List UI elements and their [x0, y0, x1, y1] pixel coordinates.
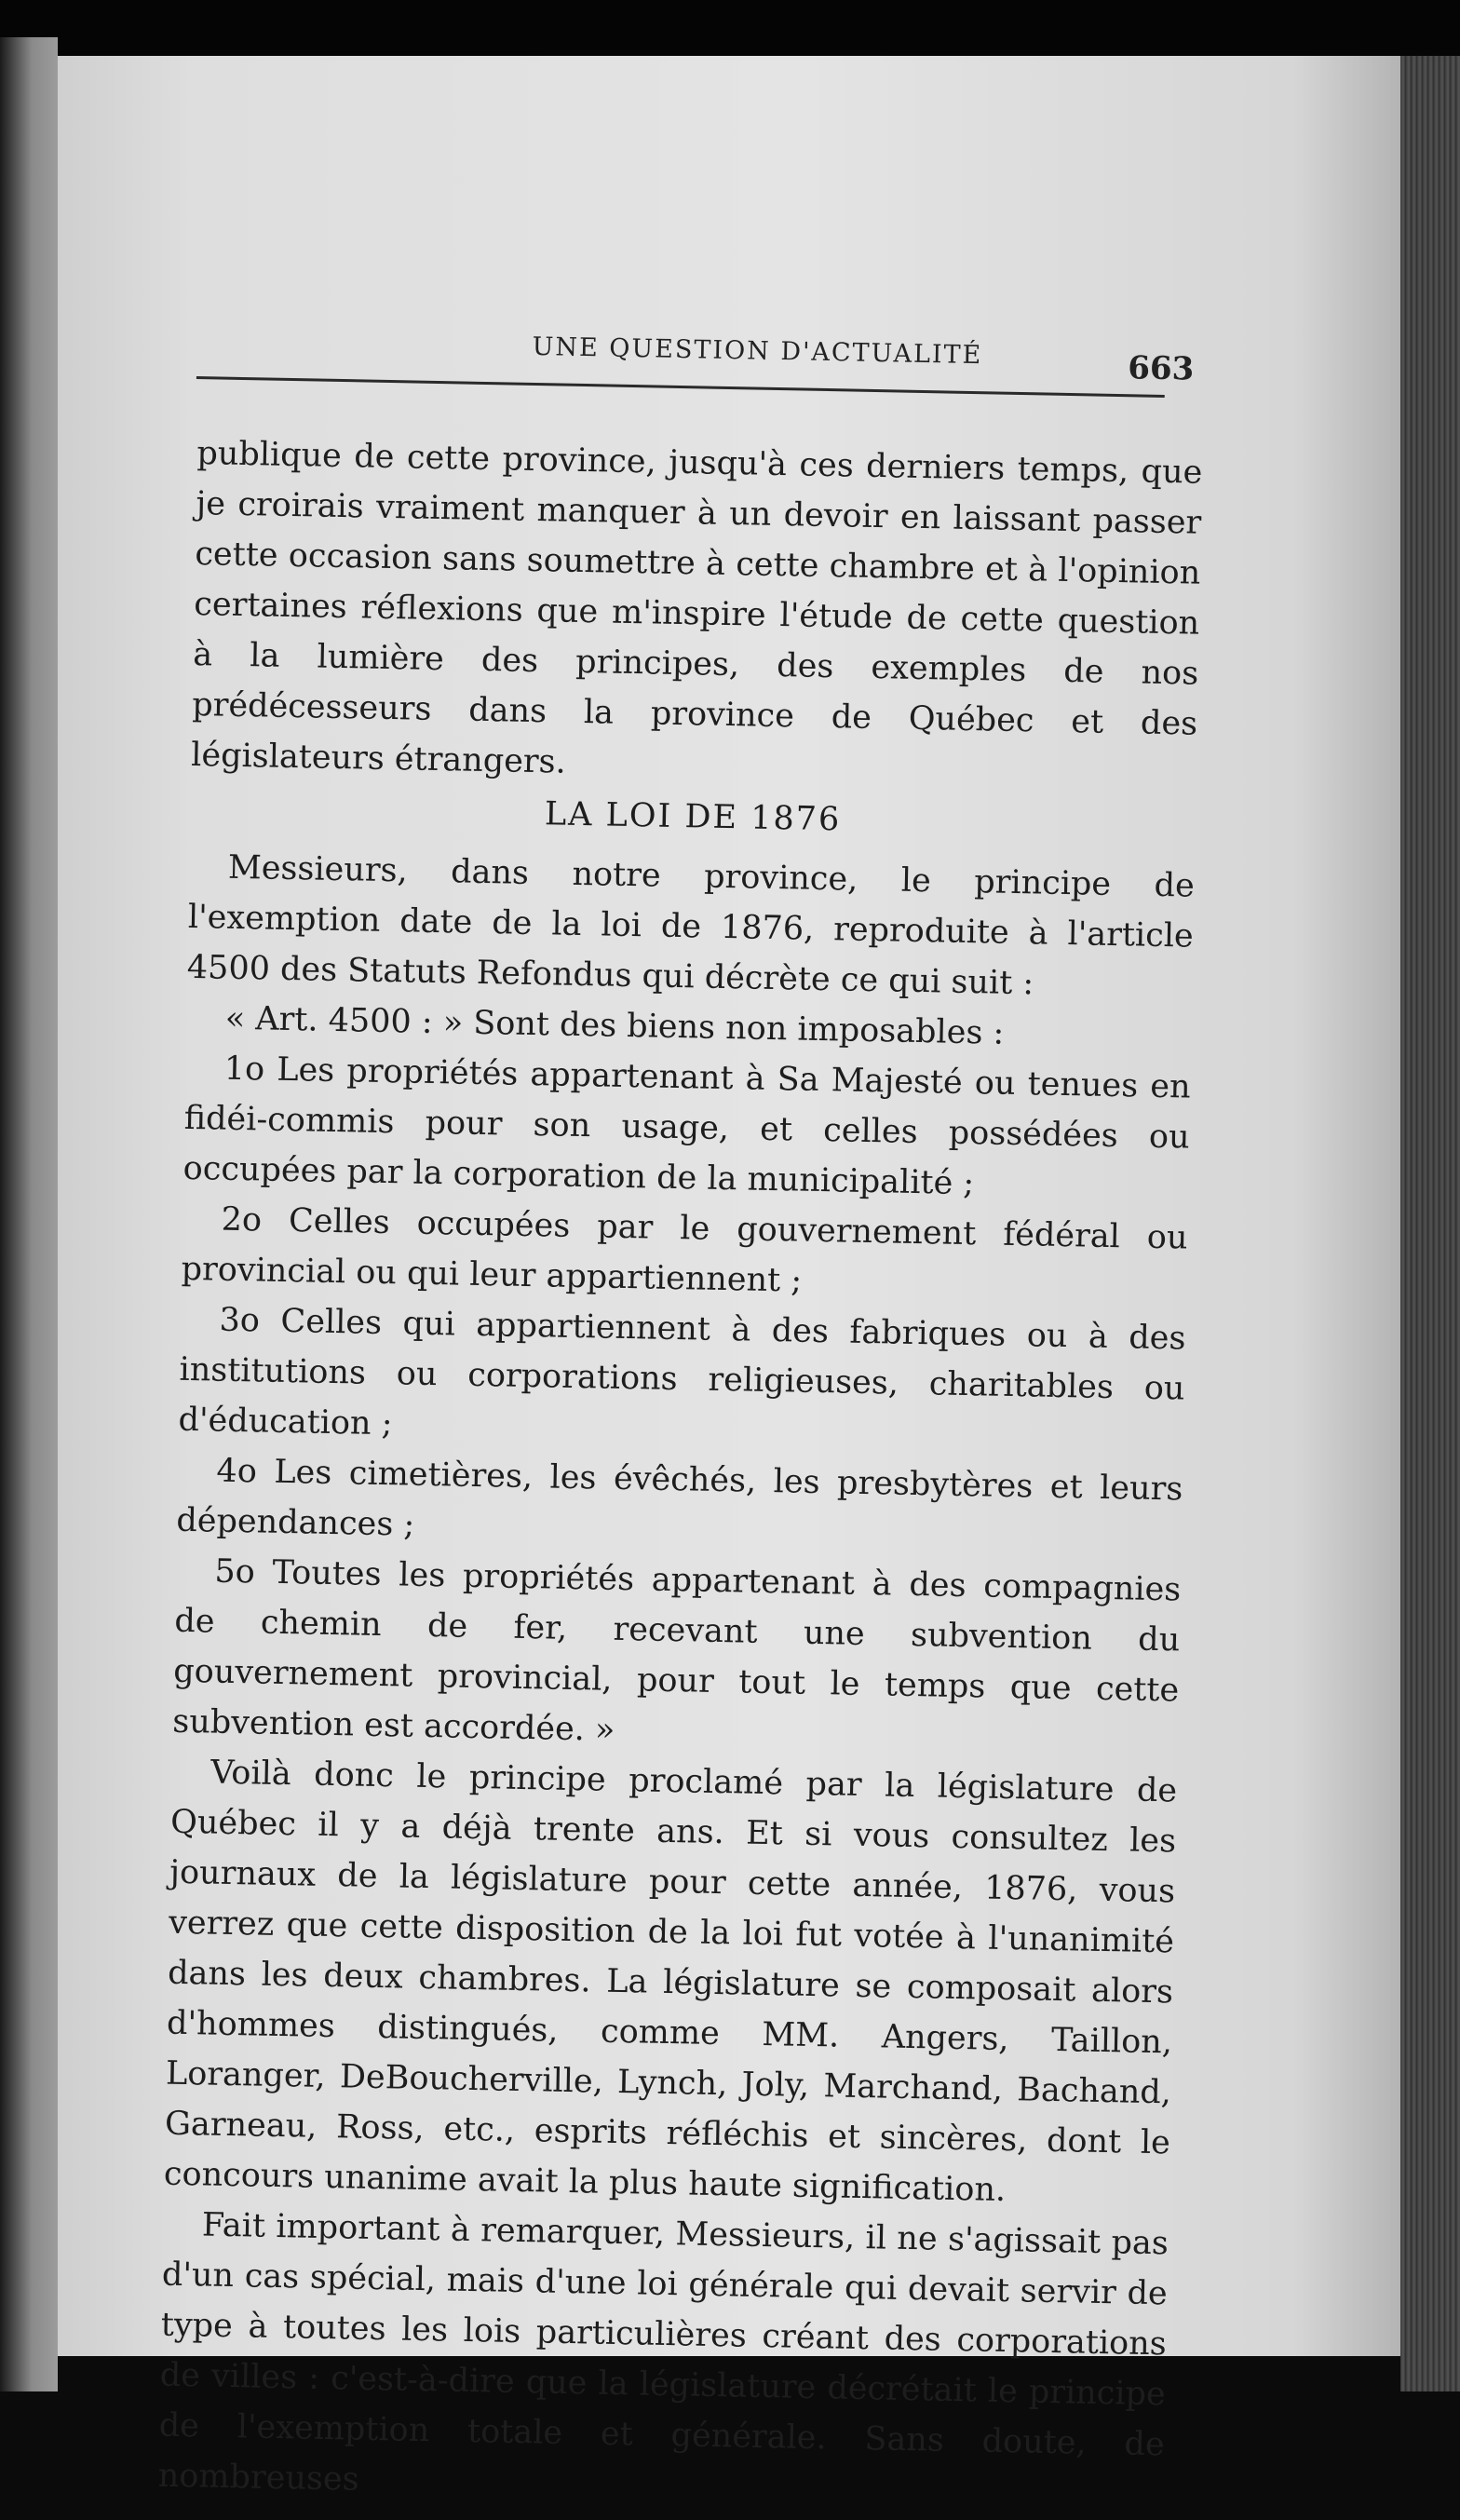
list-item: 2o Celles occupées par le gouvernement fédéral ou provincial ou qui leur appartiennent ; — [181, 1200, 1188, 1300]
list-item: 5o Toutes les propriétés appartenant à des compagnies de chemin de fer, recevant une subvention du gouvernement provincial, pour tout le temps que cette subvention est accordée. » — [171, 1552, 1182, 1749]
list-item: 4o Les cimetières, les évêchés, les presbytères et leurs dépendances ; — [176, 1452, 1183, 1544]
paragraph-commentary: Voilà donc le principe proclamé par la législature de Québec il y a déjà trente ans. Et si vous consultez les journaux de la législature pour cette année, 1876, vous verrez que cette disposition de la loi fut votée à l'unanimité dans les deux chambres. La législature se composait alors d'hommes distingués, comme MM. Angers, Taillon, Loranger, DeBoucherville, Lynch, Joly, Marchand, Bachand, Garneau, Ross, etc., esprits réfléchis et sincères, dont le concours unanime avait la plus haute signification. — [163, 1754, 1178, 2210]
book-page — [58, 56, 1400, 2499]
facing-page-edge — [0, 37, 58, 2391]
body-text — [157, 428, 1203, 2520]
running-head — [196, 326, 1222, 411]
list-item: 3o Celles qui appartiennent à des fabriques ou à des institutions ou corporations religieuses, charitables ou d'éducation ; — [178, 1301, 1186, 1443]
page-number: 663 — [1127, 349, 1195, 388]
paragraph-opening: publique de cette province, jusqu'à ces derniers temps, que je croirais vraiment manquer à un devoir en laissant passer cette occasion sans soumettre à cette chambre et à l'opinion certaines réflexions que m'inspire l'étude de cette question à la lumière des principes, des exemples de nos prédécesseurs dans la province de Québec et des législateurs étrangers. — [190, 434, 1203, 781]
header-rule — [196, 376, 1165, 398]
list-item: 1o Les propriétés appartenant à Sa Majesté ou tenues en fidéi-commis pour son usage, et celles possédées ou occupées par la corporation de la municipalité ; — [182, 1050, 1191, 1203]
paragraph-closing: Fait important à remarquer, Messieurs, il ne s'agissait pas d'un cas spécial, mais d'une loi générale qui devait servir de type à toutes les lois particulières créant des corporations de villes : c'est-à-dire que la législature décrétait le principe de l'exemption totale et générale. Sans doute, de nombreuses — [157, 2206, 1169, 2499]
section-heading: LA LOI DE 1876 — [544, 795, 842, 839]
page-stack-edge — [1400, 56, 1460, 2391]
article-heading: « Art. 4500 : » Sont des biens non imposables : — [224, 999, 1005, 1052]
paragraph-intro: Messieurs, dans notre province, le principe de l'exemption date de la loi de 1876, reproduite à l'article 4500 des Statuts Refondus qui décrète ce qui suit : — [186, 848, 1196, 1003]
running-title: UNE QUESTION D'ACTUALITÉ — [532, 332, 983, 371]
